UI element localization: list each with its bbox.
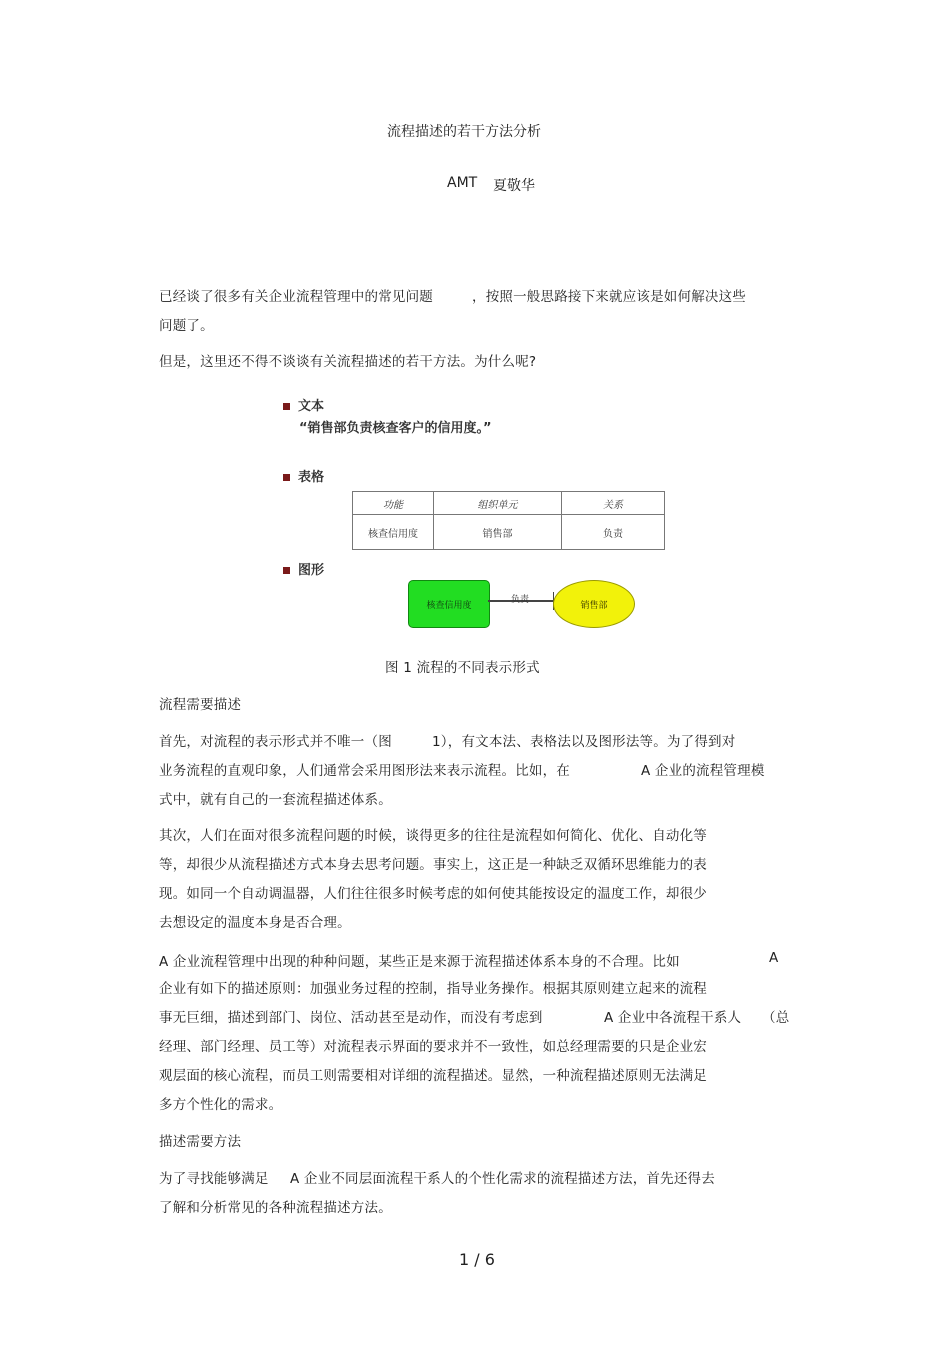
figure-table-cell: 核查信用度 (353, 515, 434, 550)
figure-table-cell: 负责 (562, 515, 665, 550)
paragraph-3-line-1a: 首先，对流程的表示形式并不唯一（图 (159, 734, 392, 750)
paragraph-5-line-4: 经理、部门经理、员工等）对流程表示界面的要求并不一致性，如总经理需要的只是企业宏 (159, 1039, 707, 1055)
bullet-square-icon (283, 567, 290, 574)
paragraph-2: 但是，这里还不得不谈谈有关流程描述的若干方法。为什么呢? (159, 354, 537, 370)
paragraph-5-line-3b: A 企业中各流程干系人 (604, 1010, 742, 1026)
paragraph-6-line-1a: 为了寻找能够满足 (159, 1171, 269, 1187)
figure-table-label: 表格 (298, 470, 325, 485)
paragraph-1-line-1a: 已经谈了很多有关企业流程管理中的常见问题 (159, 289, 433, 305)
figure-text-heading (283, 395, 324, 414)
figure-table (352, 491, 665, 550)
paragraph-3-line-3: 式中，就有自己的一套流程描述体系。 (159, 792, 392, 808)
figure-table-row (353, 515, 665, 550)
figure-text-quote: “销售部负责核查客户的信用度。” (299, 421, 492, 436)
section-heading-2: 描述需要方法 (159, 1134, 242, 1150)
paragraph-4-line-2: 等，却很少从流程描述方式本身去思考问题。事实上，这正是一种缺乏双循环思维能力的表 (159, 857, 707, 873)
figure-table-header-cell: 关系 (562, 492, 665, 515)
paragraph-6-line-1b: A 企业不同层面流程干系人的个性化需求的流程描述方法，首先还得去 (290, 1171, 715, 1187)
bullet-square-icon (283, 474, 290, 481)
paragraph-5-line-3a: 事无巨细，描述到部门、岗位、活动甚至是动作，而没有考虑到 (159, 1010, 543, 1026)
figure-graph-heading (283, 559, 324, 578)
paragraph-5-line-6: 多方个性化的需求。 (159, 1097, 283, 1113)
figure-table-header-cell: 组织单元 (434, 492, 562, 515)
paragraph-3-line-1b: 1），有文本法、表格法以及图形法等。为了得到对 (432, 734, 736, 750)
figure-table-heading (283, 466, 324, 485)
paragraph-5-line-2: 企业有如下的描述原则：加强业务过程的控制，指导业务操作。根据其原则建立起来的流程 (159, 981, 707, 997)
paragraph-4-line-1: 其次，人们在面对很多流程问题的时候，谈得更多的往往是流程如何简化、优化、自动化等 (159, 828, 707, 844)
figure-table-header-cell: 功能 (353, 492, 434, 515)
paragraph-1-line-1b: ，按照一般思路接下来就应该是如何解决这些 (472, 289, 746, 305)
figure-caption: 图 1 流程的不同表示形式 (385, 660, 540, 676)
paragraph-6-line-2: 了解和分析常见的各种流程描述方法。 (159, 1200, 392, 1216)
paragraph-1-line-2: 问题了。 (159, 318, 214, 334)
page-number: 1 / 6 (459, 1250, 495, 1269)
paragraph-5-line-5: 观层面的核心流程，而员工则需要相对详细的流程描述。显然，一种流程描述原则无法满足 (159, 1068, 707, 1084)
paragraph-3-line-2b: A 企业的流程管理模 (641, 763, 765, 779)
author-name: 夏敬华 (493, 178, 535, 194)
paragraph-4-line-4: 去想设定的温度本身是否合理。 (159, 915, 351, 931)
document-title: 流程描述的若干方法分析 (387, 124, 541, 140)
figure-graph-label: 图形 (298, 563, 325, 578)
author-org: AMT (447, 175, 478, 191)
figure-org-ellipse: 销售部 (553, 580, 635, 628)
paragraph-3-line-2a: 业务流程的直观印象，人们通常会采用图形法来表示流程。比如，在 (159, 763, 570, 779)
bullet-square-icon (283, 403, 290, 410)
paragraph-4-line-3: 现。如同一个自动调温器，人们往往很多时候考虑的如何使其能按设定的温度工作，却很少 (159, 886, 707, 902)
figure-table-cell: 销售部 (434, 515, 562, 550)
figure-function-box: 核查信用度 (408, 580, 490, 628)
figure-connector-label: 负责 (511, 595, 530, 605)
paragraph-5-line-1a: A 企业流程管理中出现的种种问题，某些正是来源于流程描述体系本身的不合理。比如 (159, 954, 680, 970)
section-heading-1: 流程需要描述 (159, 697, 242, 713)
figure-table-header-row (353, 492, 665, 515)
figure-text-label: 文本 (298, 399, 325, 414)
paragraph-5-line-1b: A (769, 950, 779, 966)
paragraph-5-line-3c: （总 (762, 1010, 790, 1026)
